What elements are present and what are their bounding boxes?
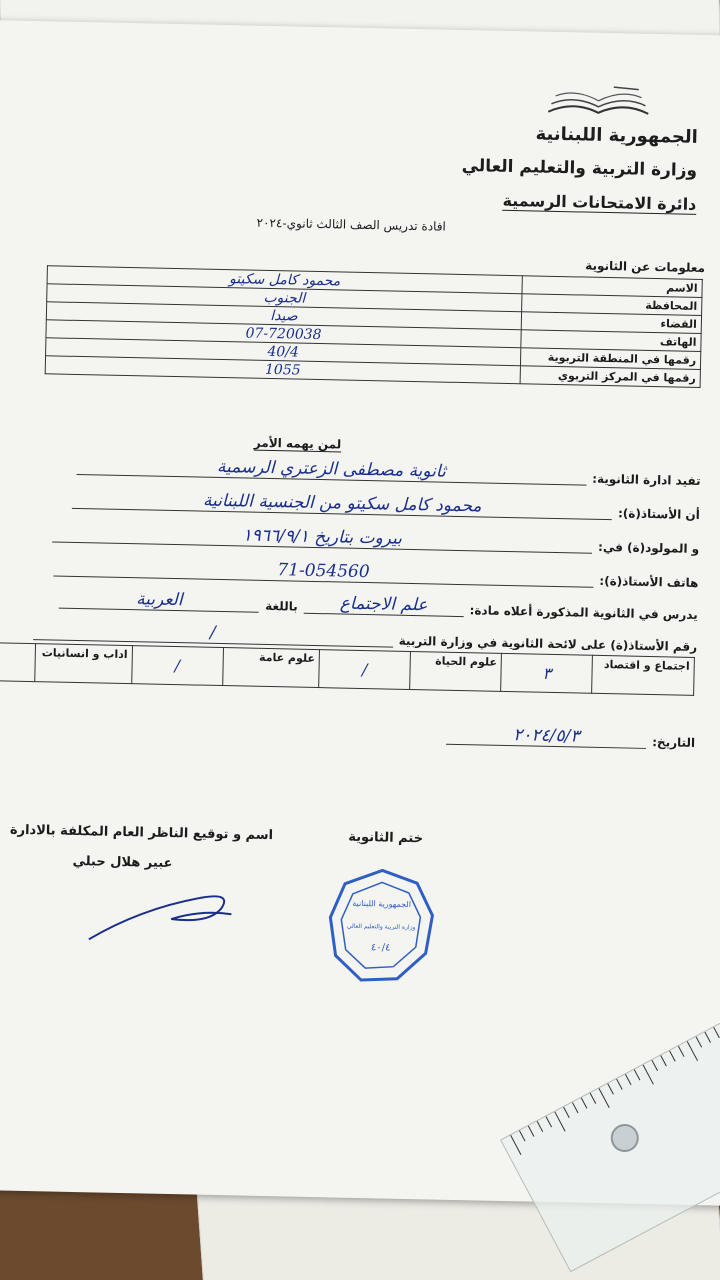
subject-field-row xyxy=(53,587,698,621)
ruler-tick xyxy=(669,1051,676,1062)
row-value: 40/4 xyxy=(46,338,521,366)
principal-title: اسم و توقيع الناظر العام المكلفة بالادارة xyxy=(9,822,274,844)
date-field-row xyxy=(440,724,695,750)
row-value: صيدا xyxy=(46,302,521,330)
birth-value: بيروت بتاريخ ١٩٦٦/٩/١ xyxy=(52,521,592,553)
language-label: باللغة xyxy=(265,598,298,614)
subject-cell-mark xyxy=(0,642,36,682)
document-subtitle: افادة تدريس الصف الثالث ثانوي-٢٠٢٤ xyxy=(256,215,447,234)
ruler-tick xyxy=(563,1107,570,1118)
department-title: دائرة الامتحانات الرسمية xyxy=(502,190,697,214)
ruler-tick xyxy=(643,1065,654,1085)
stamp-text-middle: وزارة التربية والتعليم العالي xyxy=(346,922,416,932)
teacher-field-row xyxy=(66,488,700,522)
ruler-tick xyxy=(704,1032,711,1043)
row-label: الاسم xyxy=(522,276,702,298)
subject-cell-label: علوم الحياة xyxy=(410,651,502,691)
phone-label: هاتف الأستاذ(ة): xyxy=(599,573,699,590)
section-title: معلومات عن الثانوية xyxy=(585,258,706,276)
subject-cell-label: اجتماع و اقتصاد xyxy=(592,655,695,695)
ruler-tick xyxy=(607,1083,614,1094)
row-label: الهاتف xyxy=(521,330,701,352)
row-value: محمود كامل سكيتو xyxy=(47,266,522,294)
republic-title: الجمهورية اللبنانية xyxy=(535,123,699,148)
registration-value: / xyxy=(33,619,393,648)
principal-name: عبير هلال حبلي xyxy=(72,853,173,872)
birth-field-row xyxy=(46,521,699,556)
row-label: المحافظة xyxy=(522,294,702,316)
ruler-knob-icon xyxy=(606,1119,644,1157)
subject-cell-label: اداب و انسانيات xyxy=(35,644,132,684)
teacher-label: أن الأستاذ(ة): xyxy=(617,506,701,523)
birth-label: و المولود(ة) في: xyxy=(597,539,700,557)
subject-cell-mark: / xyxy=(131,646,223,686)
ruler-tick xyxy=(519,1130,526,1141)
stamp-text-top: الجمهورية اللبنانية xyxy=(352,898,412,910)
ruler-tick xyxy=(590,1093,597,1104)
subject-value: علم الاجتماع xyxy=(304,593,464,617)
phone-value: 71-054560 xyxy=(53,555,593,587)
addressee-heading: لمن يهمه الأمر xyxy=(253,435,342,452)
ruler-tick xyxy=(598,1088,609,1108)
row-label: القضاء xyxy=(521,312,701,334)
ruler-tick xyxy=(687,1041,698,1061)
row-value: 07-720038 xyxy=(46,320,521,348)
ruler-tick xyxy=(678,1046,685,1057)
ministry-title: وزارة التربية والتعليم العالي xyxy=(461,155,698,181)
stamp-code: ٤٠/٤ xyxy=(370,942,391,954)
row-value: 1055 xyxy=(45,356,520,384)
subject-label: يدرس في الثانوية المذكورة أعلاه مادة: xyxy=(469,603,698,622)
ruler-tick xyxy=(616,1079,623,1090)
teacher-value: محمود كامل سكيتو من الجنسية اللبنانية xyxy=(72,488,612,520)
ruler-tick xyxy=(546,1116,553,1127)
row-label: رقمها في المركز التربوي xyxy=(520,366,700,388)
school-label: تفيد ادارة الثانوية: xyxy=(592,471,701,489)
school-stamp-icon xyxy=(325,865,437,987)
ruler-tick xyxy=(696,1036,703,1047)
subject-cell-mark: / xyxy=(319,650,411,690)
school-value: ثانوية مصطفى الزعتري الرسمية xyxy=(76,454,586,486)
registration-label: رقم الأستاذ(ة) على لائحة الثانوية في وزارة التربية xyxy=(398,633,698,654)
ruler-tick xyxy=(510,1135,521,1155)
subject-cell-mark: ٣ xyxy=(501,653,593,693)
date-label: التاريخ: xyxy=(652,735,696,750)
certificate-document xyxy=(0,20,720,1206)
row-label: رقمها في المنطقة التربوية xyxy=(520,348,700,370)
ruler-tick xyxy=(634,1069,641,1080)
ruler-tick xyxy=(713,1027,720,1038)
stamp-title: ختم الثانوية xyxy=(348,829,424,847)
ruler-tick xyxy=(581,1098,588,1109)
school-field-row xyxy=(70,454,701,488)
ruler-tick xyxy=(651,1060,658,1071)
ruler-tick xyxy=(554,1112,565,1132)
school-info-table xyxy=(45,265,703,388)
ruler-tick xyxy=(660,1055,667,1066)
ruler-tick xyxy=(537,1121,544,1132)
open-book-logo-icon xyxy=(543,82,654,124)
date-value: ٢٠٢٤/٥/٣ xyxy=(446,724,646,749)
language-value: العربية xyxy=(59,588,259,613)
ruler-tick xyxy=(572,1102,579,1113)
row-value: الجنوب xyxy=(47,284,522,312)
phone-field-row xyxy=(47,555,698,590)
ruler-tick xyxy=(625,1074,632,1085)
ruler-tick xyxy=(528,1126,535,1137)
subject-cell-label: علوم عامة xyxy=(222,648,319,688)
signature-icon xyxy=(81,877,242,950)
